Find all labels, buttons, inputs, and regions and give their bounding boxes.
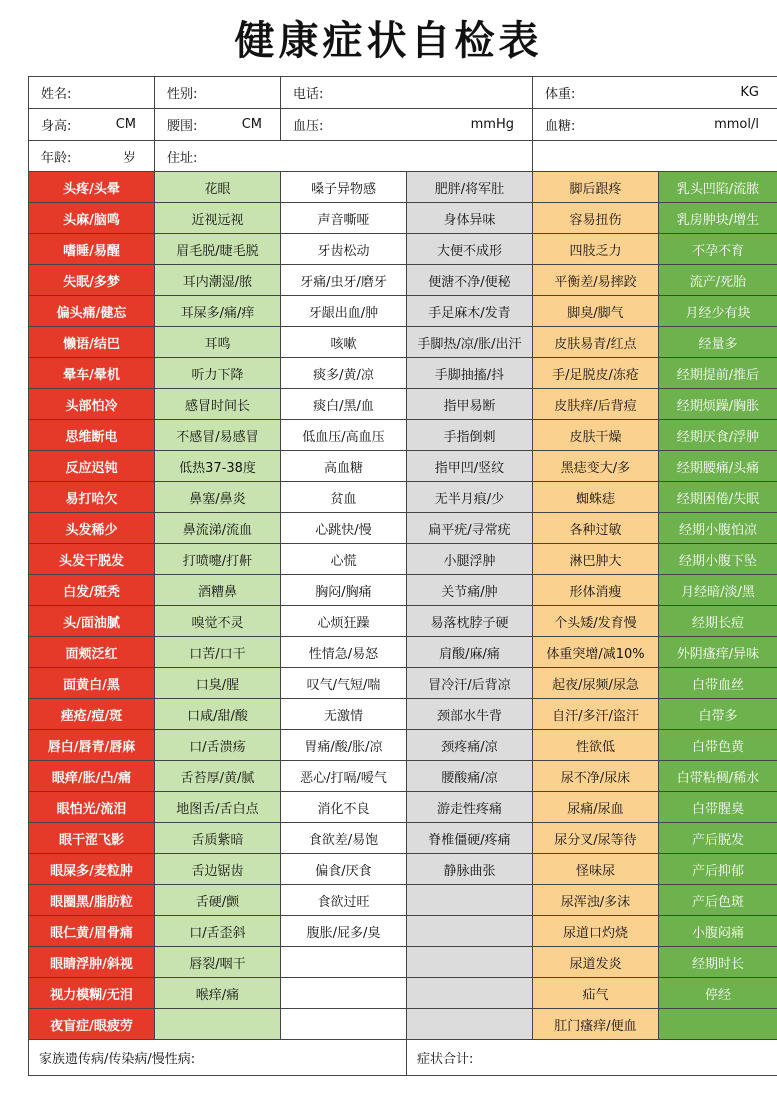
blood-pressure-label: 血压: [293,119,324,134]
symptom-cell[interactable]: 鼻流涕/流血 [155,513,281,543]
footer-section [29,1040,777,1076]
symptom-cell[interactable]: 视力模糊/无泪 [29,978,155,1008]
symptom-cell[interactable]: 经量多 [659,327,777,357]
symptom-cell[interactable]: 口/舌歪斜 [155,916,281,946]
symptom-cell[interactable]: 心烦狂躁 [281,606,407,636]
symptom-row [29,668,777,699]
weight-label: 体重: [545,87,576,102]
symptom-cell[interactable]: 白带色黄 [659,730,777,760]
symptom-cell[interactable]: 皮肤痒/后背痘 [533,389,659,419]
blood-sugar-label: 血糖: [545,119,576,134]
symptom-cell[interactable]: 手足麻木/发青 [407,296,533,326]
symptom-cell[interactable]: 性欲低 [533,730,659,760]
symptom-cell[interactable]: 食欲差/易饱 [281,823,407,853]
symptom-cell[interactable]: 无激情 [281,699,407,729]
symptom-grid [29,172,777,1040]
family-history-label: 家族遗传病/传染病/慢性病: [39,1052,196,1067]
symptom-cell[interactable]: 月经暗/淡/黑 [659,575,777,605]
symptom-cell[interactable]: 酒糟鼻 [155,575,281,605]
symptom-cell[interactable]: 脚臭/脚气 [533,296,659,326]
symptom-cell[interactable]: 指甲易断 [407,389,533,419]
symptom-row [29,327,777,358]
symptom-cell[interactable]: 眼怕光/流泪 [29,792,155,822]
symptom-cell[interactable]: 面颊泛红 [29,637,155,667]
info-row [29,141,777,172]
symptom-cell[interactable]: 头/面油腻 [29,606,155,636]
symptom-cell[interactable]: 声音嘶哑 [281,203,407,233]
symptom-cell[interactable]: 指甲凹/竖纹 [407,451,533,481]
age-unit: 岁 [122,150,136,166]
empty-cell [407,916,533,946]
symptom-cell[interactable]: 面黄白/黑 [29,668,155,698]
symptom-cell[interactable]: 自汗/多汗/盗汗 [533,699,659,729]
symptom-cell[interactable]: 皮肤易青/红点 [533,327,659,357]
symptom-row [29,234,777,265]
symptom-cell[interactable]: 舌硬/颤 [155,885,281,915]
info-blank-cell [533,141,777,171]
symptom-cell[interactable]: 叹气/气短/喘 [281,668,407,698]
symptom-cell[interactable]: 白带粘稠/稀水 [659,761,777,791]
symptom-cell[interactable]: 消化不良 [281,792,407,822]
symptom-cell[interactable]: 夜盲症/眼疲劳 [29,1009,155,1039]
symptom-row [29,265,777,296]
empty-cell [407,885,533,915]
symptom-cell[interactable]: 颈疼痛/凉 [407,730,533,760]
symptom-cell[interactable]: 白带腥臭 [659,792,777,822]
footer-row [29,1040,777,1076]
symptom-cell[interactable]: 尿不净/尿床 [533,761,659,791]
symptom-cell[interactable]: 经期长痘 [659,606,777,636]
age-label: 年龄: [41,150,72,166]
info-row [29,109,777,141]
waist-unit: CM [241,117,262,132]
symptom-row [29,730,777,761]
symptom-cell[interactable]: 耳鸣 [155,327,281,357]
symptom-cell[interactable]: 白带血丝 [659,668,777,698]
symptom-row [29,358,777,389]
symptom-cell[interactable]: 流产/死胎 [659,265,777,295]
name-label: 姓名: [41,87,72,102]
symptom-cell[interactable]: 肥胖/将军肚 [407,172,533,202]
symptom-cell[interactable]: 口/舌溃疡 [155,730,281,760]
symptom-cell[interactable]: 心跳快/慢 [281,513,407,543]
symptom-cell[interactable]: 形体消瘦 [533,575,659,605]
symptom-cell[interactable]: 耳内潮湿/脓 [155,265,281,295]
symptom-row [29,699,777,730]
blood-sugar-field[interactable] [533,109,777,140]
symptom-cell[interactable]: 手脚热/凉/胀/出汗 [407,327,533,357]
symptom-row [29,389,777,420]
symptom-cell[interactable]: 眼干涩飞影 [29,823,155,853]
personal-info-section [29,77,777,172]
blood-pressure-unit: mmHg [470,117,514,132]
symptom-cell[interactable]: 咳嗽 [281,327,407,357]
symptom-cell[interactable]: 偏头痛/健忘 [29,296,155,326]
symptom-row [29,296,777,327]
symptom-row [29,978,777,1009]
symptom-row [29,544,777,575]
symptom-cell[interactable]: 产后脱发 [659,823,777,853]
symptom-cell[interactable]: 便溏不净/便秘 [407,265,533,295]
symptom-cell[interactable]: 舌质紫暗 [155,823,281,853]
family-history-field[interactable] [29,1040,407,1075]
symptom-cell[interactable]: 不感冒/易感冒 [155,420,281,450]
symptom-cell[interactable]: 经期烦躁/胸胀 [659,389,777,419]
symptom-cell[interactable]: 头部怕冷 [29,389,155,419]
symptom-cell[interactable]: 打喷嚏/打鼾 [155,544,281,574]
symptom-cell[interactable]: 尿浑浊/多沫 [533,885,659,915]
symptom-row [29,513,777,544]
symptom-cell[interactable]: 头发干脱发 [29,544,155,574]
symptom-cell[interactable]: 经期提前/推后 [659,358,777,388]
symptom-cell[interactable]: 脊椎僵硬/疼痛 [407,823,533,853]
symptom-cell[interactable]: 高血糖 [281,451,407,481]
waist-label: 腰围: [167,119,198,134]
empty-cell [659,1009,777,1039]
symptom-row [29,606,777,637]
address-label: 住址: [167,150,198,166]
name-field[interactable] [29,77,155,108]
symptom-cell[interactable]: 扁平疣/寻常疣 [407,513,533,543]
height-field[interactable] [29,109,155,140]
empty-cell [281,978,407,1008]
symptom-cell[interactable]: 感冒时间长 [155,389,281,419]
symptom-cell[interactable]: 经期厌食/浮肿 [659,420,777,450]
symptom-cell[interactable]: 怪味尿 [533,854,659,884]
symptom-cell[interactable]: 低热37-38度 [155,451,281,481]
address-field[interactable] [155,141,533,171]
symptom-row [29,792,777,823]
symptom-cell[interactable]: 嗓子异物感 [281,172,407,202]
symptom-cell[interactable]: 个头矮/发育慢 [533,606,659,636]
symptom-row [29,575,777,606]
symptom-cell[interactable]: 体重突增/减10% [533,637,659,667]
symptom-cell[interactable]: 大便不成形 [407,234,533,264]
symptom-cell[interactable]: 思维断电 [29,420,155,450]
symptom-row [29,1009,777,1040]
symptom-cell[interactable]: 性情急/易怒 [281,637,407,667]
empty-cell [407,978,533,1008]
empty-cell [281,1009,407,1039]
symptom-cell[interactable]: 手指倒刺 [407,420,533,450]
symptom-cell[interactable]: 低血压/高血压 [281,420,407,450]
symptom-cell[interactable]: 痰白/黑/血 [281,389,407,419]
symptom-cell[interactable]: 唇裂/咽干 [155,947,281,977]
symptom-cell[interactable]: 平衡差/易摔跤 [533,265,659,295]
waist-field[interactable] [155,109,281,140]
symptom-cell[interactable]: 不孕不育 [659,234,777,264]
symptom-cell[interactable]: 尿痛/尿血 [533,792,659,822]
symptom-cell[interactable]: 痤疮/痘/斑 [29,699,155,729]
symptom-cell[interactable]: 眉毛脱/睫毛脱 [155,234,281,264]
checklist-table [28,76,777,1076]
symptom-cell[interactable]: 经期腰痛/头痛 [659,451,777,481]
symptom-cell[interactable]: 经期小腹下坠 [659,544,777,574]
symptom-cell[interactable]: 容易扭伤 [533,203,659,233]
symptom-cell[interactable]: 失眠/多梦 [29,265,155,295]
symptom-cell[interactable]: 牙痛/虫牙/磨牙 [281,265,407,295]
symptom-cell[interactable]: 眼睛浮肿/斜视 [29,947,155,977]
symptom-cell[interactable]: 口苦/口干 [155,637,281,667]
symptom-cell[interactable]: 舌苔厚/黄/腻 [155,761,281,791]
symptom-cell[interactable]: 停经 [659,978,777,1008]
symptom-cell[interactable]: 小腿浮肿 [407,544,533,574]
symptom-cell[interactable]: 疝气 [533,978,659,1008]
symptom-cell[interactable]: 食欲过旺 [281,885,407,915]
symptom-cell[interactable]: 黑痣变大/多 [533,451,659,481]
symptom-cell[interactable]: 尿道发炎 [533,947,659,977]
symptom-row [29,854,777,885]
symptom-cell[interactable]: 恶心/打嗝/嗳气 [281,761,407,791]
height-label: 身高: [41,119,72,134]
symptom-cell[interactable]: 鼻塞/鼻炎 [155,482,281,512]
weight-field[interactable] [533,77,777,108]
gender-field[interactable] [155,77,281,108]
symptom-cell[interactable]: 眼圈黑/脂肪粒 [29,885,155,915]
phone-label: 电话: [293,87,324,102]
symptom-cell[interactable]: 贫血 [281,482,407,512]
symptom-cell[interactable]: 淋巴肿大 [533,544,659,574]
symptom-cell[interactable]: 尿道口灼烧 [533,916,659,946]
symptom-cell[interactable]: 外阴瘙痒/异味 [659,637,777,667]
symptom-cell[interactable]: 痰多/黄/凉 [281,358,407,388]
gender-label: 性别: [167,87,198,102]
symptom-cell[interactable]: 尿分叉/尿等待 [533,823,659,853]
symptom-cell[interactable]: 牙齿松动 [281,234,407,264]
symptom-cell[interactable]: 四肢乏力 [533,234,659,264]
info-row [29,77,777,109]
symptom-cell[interactable]: 眼屎多/麦粒肿 [29,854,155,884]
symptom-cell[interactable]: 游走性疼痛 [407,792,533,822]
symptom-cell[interactable]: 经期小腹怕凉 [659,513,777,543]
symptom-row [29,482,777,513]
symptom-cell[interactable]: 胃痛/酸/胀/凉 [281,730,407,760]
symptom-cell[interactable]: 无半月痕/少 [407,482,533,512]
symptom-row [29,451,777,482]
symptom-cell[interactable]: 颈部水牛背 [407,699,533,729]
symptom-row [29,203,777,234]
symptom-row [29,637,777,668]
symptom-cell[interactable]: 关节痛/肿 [407,575,533,605]
symptom-cell[interactable]: 手脚抽搐/抖 [407,358,533,388]
symptom-cell[interactable]: 腰酸痛/凉 [407,761,533,791]
symptom-cell[interactable]: 地图舌/舌白点 [155,792,281,822]
symptom-cell[interactable]: 耳屎多/痛/痒 [155,296,281,326]
symptom-cell[interactable]: 脚后跟疼 [533,172,659,202]
symptom-cell[interactable]: 易打哈欠 [29,482,155,512]
empty-cell [281,947,407,977]
symptom-cell[interactable]: 眼仁黄/眉骨痛 [29,916,155,946]
symptom-cell[interactable]: 唇白/唇青/唇麻 [29,730,155,760]
blood-pressure-field[interactable] [281,109,533,140]
symptom-cell[interactable]: 口臭/腥 [155,668,281,698]
symptom-cell[interactable]: 喉痒/痛 [155,978,281,1008]
symptom-total-label: 症状合计: [417,1052,474,1067]
symptom-cell[interactable]: 小腹闷痛 [659,916,777,946]
symptom-cell[interactable]: 偏食/厌食 [281,854,407,884]
symptom-cell[interactable]: 花眼 [155,172,281,202]
symptom-row [29,172,777,203]
symptom-cell[interactable]: 听力下降 [155,358,281,388]
symptom-cell[interactable]: 晕车/晕机 [29,358,155,388]
symptom-cell[interactable]: 胸闷/胸痛 [281,575,407,605]
symptom-cell[interactable]: 肛门瘙痒/便血 [533,1009,659,1039]
symptom-row [29,916,777,947]
symptom-cell[interactable]: 蜘蛛痣 [533,482,659,512]
symptom-cell[interactable]: 经期时长 [659,947,777,977]
age-field[interactable] [29,141,155,171]
empty-cell [155,1009,281,1039]
symptom-cell[interactable]: 反应迟钝 [29,451,155,481]
symptom-cell[interactable]: 头发稀少 [29,513,155,543]
empty-cell [407,947,533,977]
page-title: 健康症状自检表 [234,18,543,64]
symptom-cell[interactable]: 白带多 [659,699,777,729]
symptom-cell[interactable]: 静脉曲张 [407,854,533,884]
empty-cell [407,1009,533,1039]
symptom-row [29,823,777,854]
symptom-cell[interactable]: 各种过敏 [533,513,659,543]
symptom-cell[interactable]: 心慌 [281,544,407,574]
symptom-cell[interactable]: 经期困倦/失眠 [659,482,777,512]
height-unit: CM [115,117,136,132]
symptom-cell[interactable]: 嗅觉不灵 [155,606,281,636]
symptom-cell[interactable]: 嗜睡/易醒 [29,234,155,264]
symptom-cell[interactable]: 易落枕脖子硬 [407,606,533,636]
symptom-cell[interactable]: 冒冷汗/后背凉 [407,668,533,698]
symptom-cell[interactable]: 舌边锯齿 [155,854,281,884]
symptom-cell[interactable]: 腹胀/屁多/臭 [281,916,407,946]
symptom-row [29,947,777,978]
weight-unit: KG [740,85,759,100]
symptom-cell[interactable]: 牙龈出血/肿 [281,296,407,326]
symptom-cell[interactable]: 头疼/头晕 [29,172,155,202]
symptom-cell[interactable]: 口咸/甜/酸 [155,699,281,729]
symptom-cell[interactable]: 产后抑郁 [659,854,777,884]
symptom-cell[interactable]: 身体异味 [407,203,533,233]
symptom-row [29,761,777,792]
blood-sugar-unit: mmol/l [714,117,759,132]
symptom-row [29,420,777,451]
symptom-cell[interactable]: 手/足脱皮/冻疮 [533,358,659,388]
symptom-cell[interactable]: 近视远视 [155,203,281,233]
symptom-total-field[interactable] [407,1040,777,1075]
phone-field[interactable] [281,77,533,108]
symptom-cell[interactable]: 皮肤干燥 [533,420,659,450]
symptom-cell[interactable]: 眼痒/胀/凸/痛 [29,761,155,791]
symptom-cell[interactable]: 白发/斑秃 [29,575,155,605]
symptom-cell[interactable]: 乳头凹陷/流脓 [659,172,777,202]
symptom-cell[interactable]: 起夜/尿频/尿急 [533,668,659,698]
symptom-cell[interactable]: 肩酸/麻/痛 [407,637,533,667]
symptom-row [29,885,777,916]
symptom-cell[interactable]: 产后色斑 [659,885,777,915]
symptom-cell[interactable]: 月经少有块 [659,296,777,326]
symptom-cell[interactable]: 头麻/脑鸣 [29,203,155,233]
symptom-cell[interactable]: 懒语/结巴 [29,327,155,357]
symptom-cell[interactable]: 乳房肿块/增生 [659,203,777,233]
